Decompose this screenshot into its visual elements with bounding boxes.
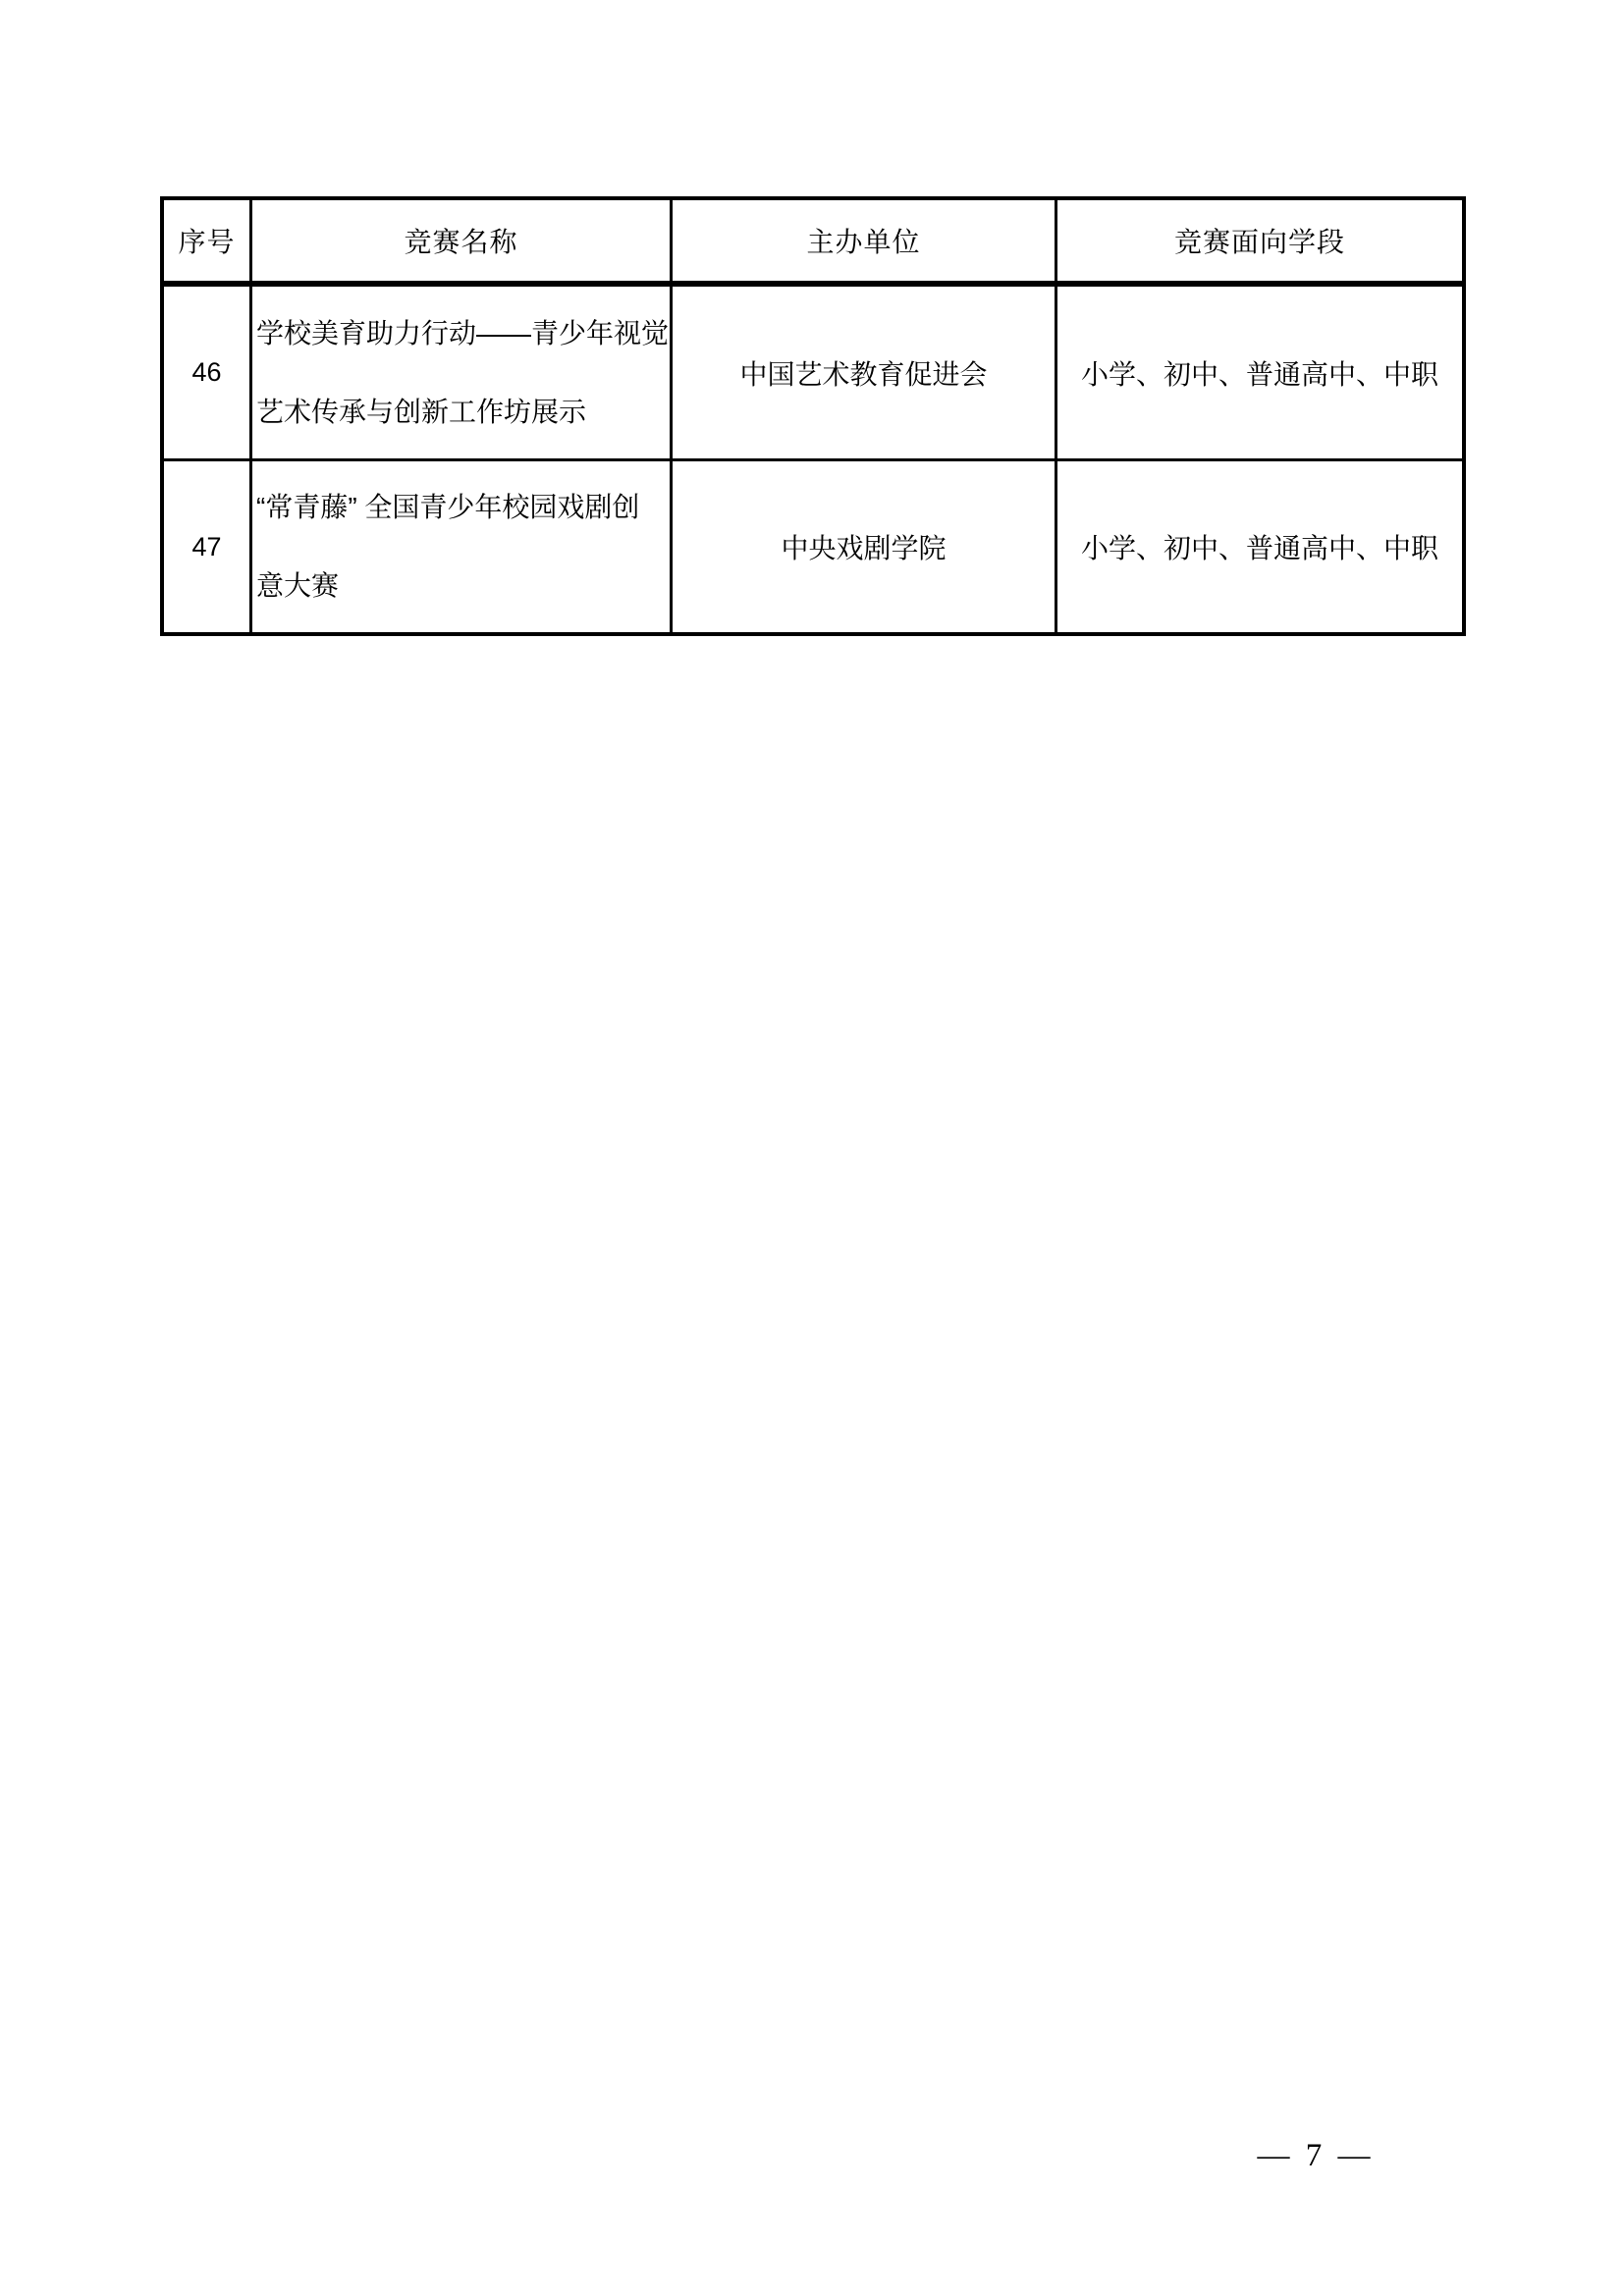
row-46-serial-number: 46 bbox=[164, 287, 252, 461]
header-target-stage: 竞赛面向学段 bbox=[1057, 200, 1462, 287]
competition-table bbox=[160, 196, 1466, 636]
row-47-organizer: 中央戏剧学院 bbox=[673, 461, 1057, 632]
row-46-target-stage: 小学、初中、普通高中、中职 bbox=[1057, 287, 1462, 461]
row-47-target-stage: 小学、初中、普通高中、中职 bbox=[1080, 533, 1438, 563]
page-number: — 7 — bbox=[1257, 2138, 1375, 2173]
row-46-competition-name-line-1: 学校美育助力行动——青少年视觉 bbox=[256, 317, 670, 348]
header-competition-name: 竞赛名称 bbox=[252, 200, 673, 287]
row-47-serial-number: 47 bbox=[164, 461, 252, 632]
row-46-competition-name-line-2: 艺术传承与创新工作坊展示 bbox=[256, 396, 587, 427]
row-47-competition-name bbox=[252, 461, 673, 632]
row-47-competition-name-line-1: “常青藤” 全国青少年校园戏剧创 bbox=[256, 492, 640, 522]
header-serial-number: 序号 bbox=[164, 200, 252, 287]
row-46-competition-name bbox=[252, 287, 673, 461]
row-46-organizer: 中国艺术教育促进会 bbox=[673, 287, 1057, 461]
row-47-competition-name-line-2: 意大赛 bbox=[256, 570, 340, 601]
header-organizer: 主办单位 bbox=[673, 200, 1057, 287]
